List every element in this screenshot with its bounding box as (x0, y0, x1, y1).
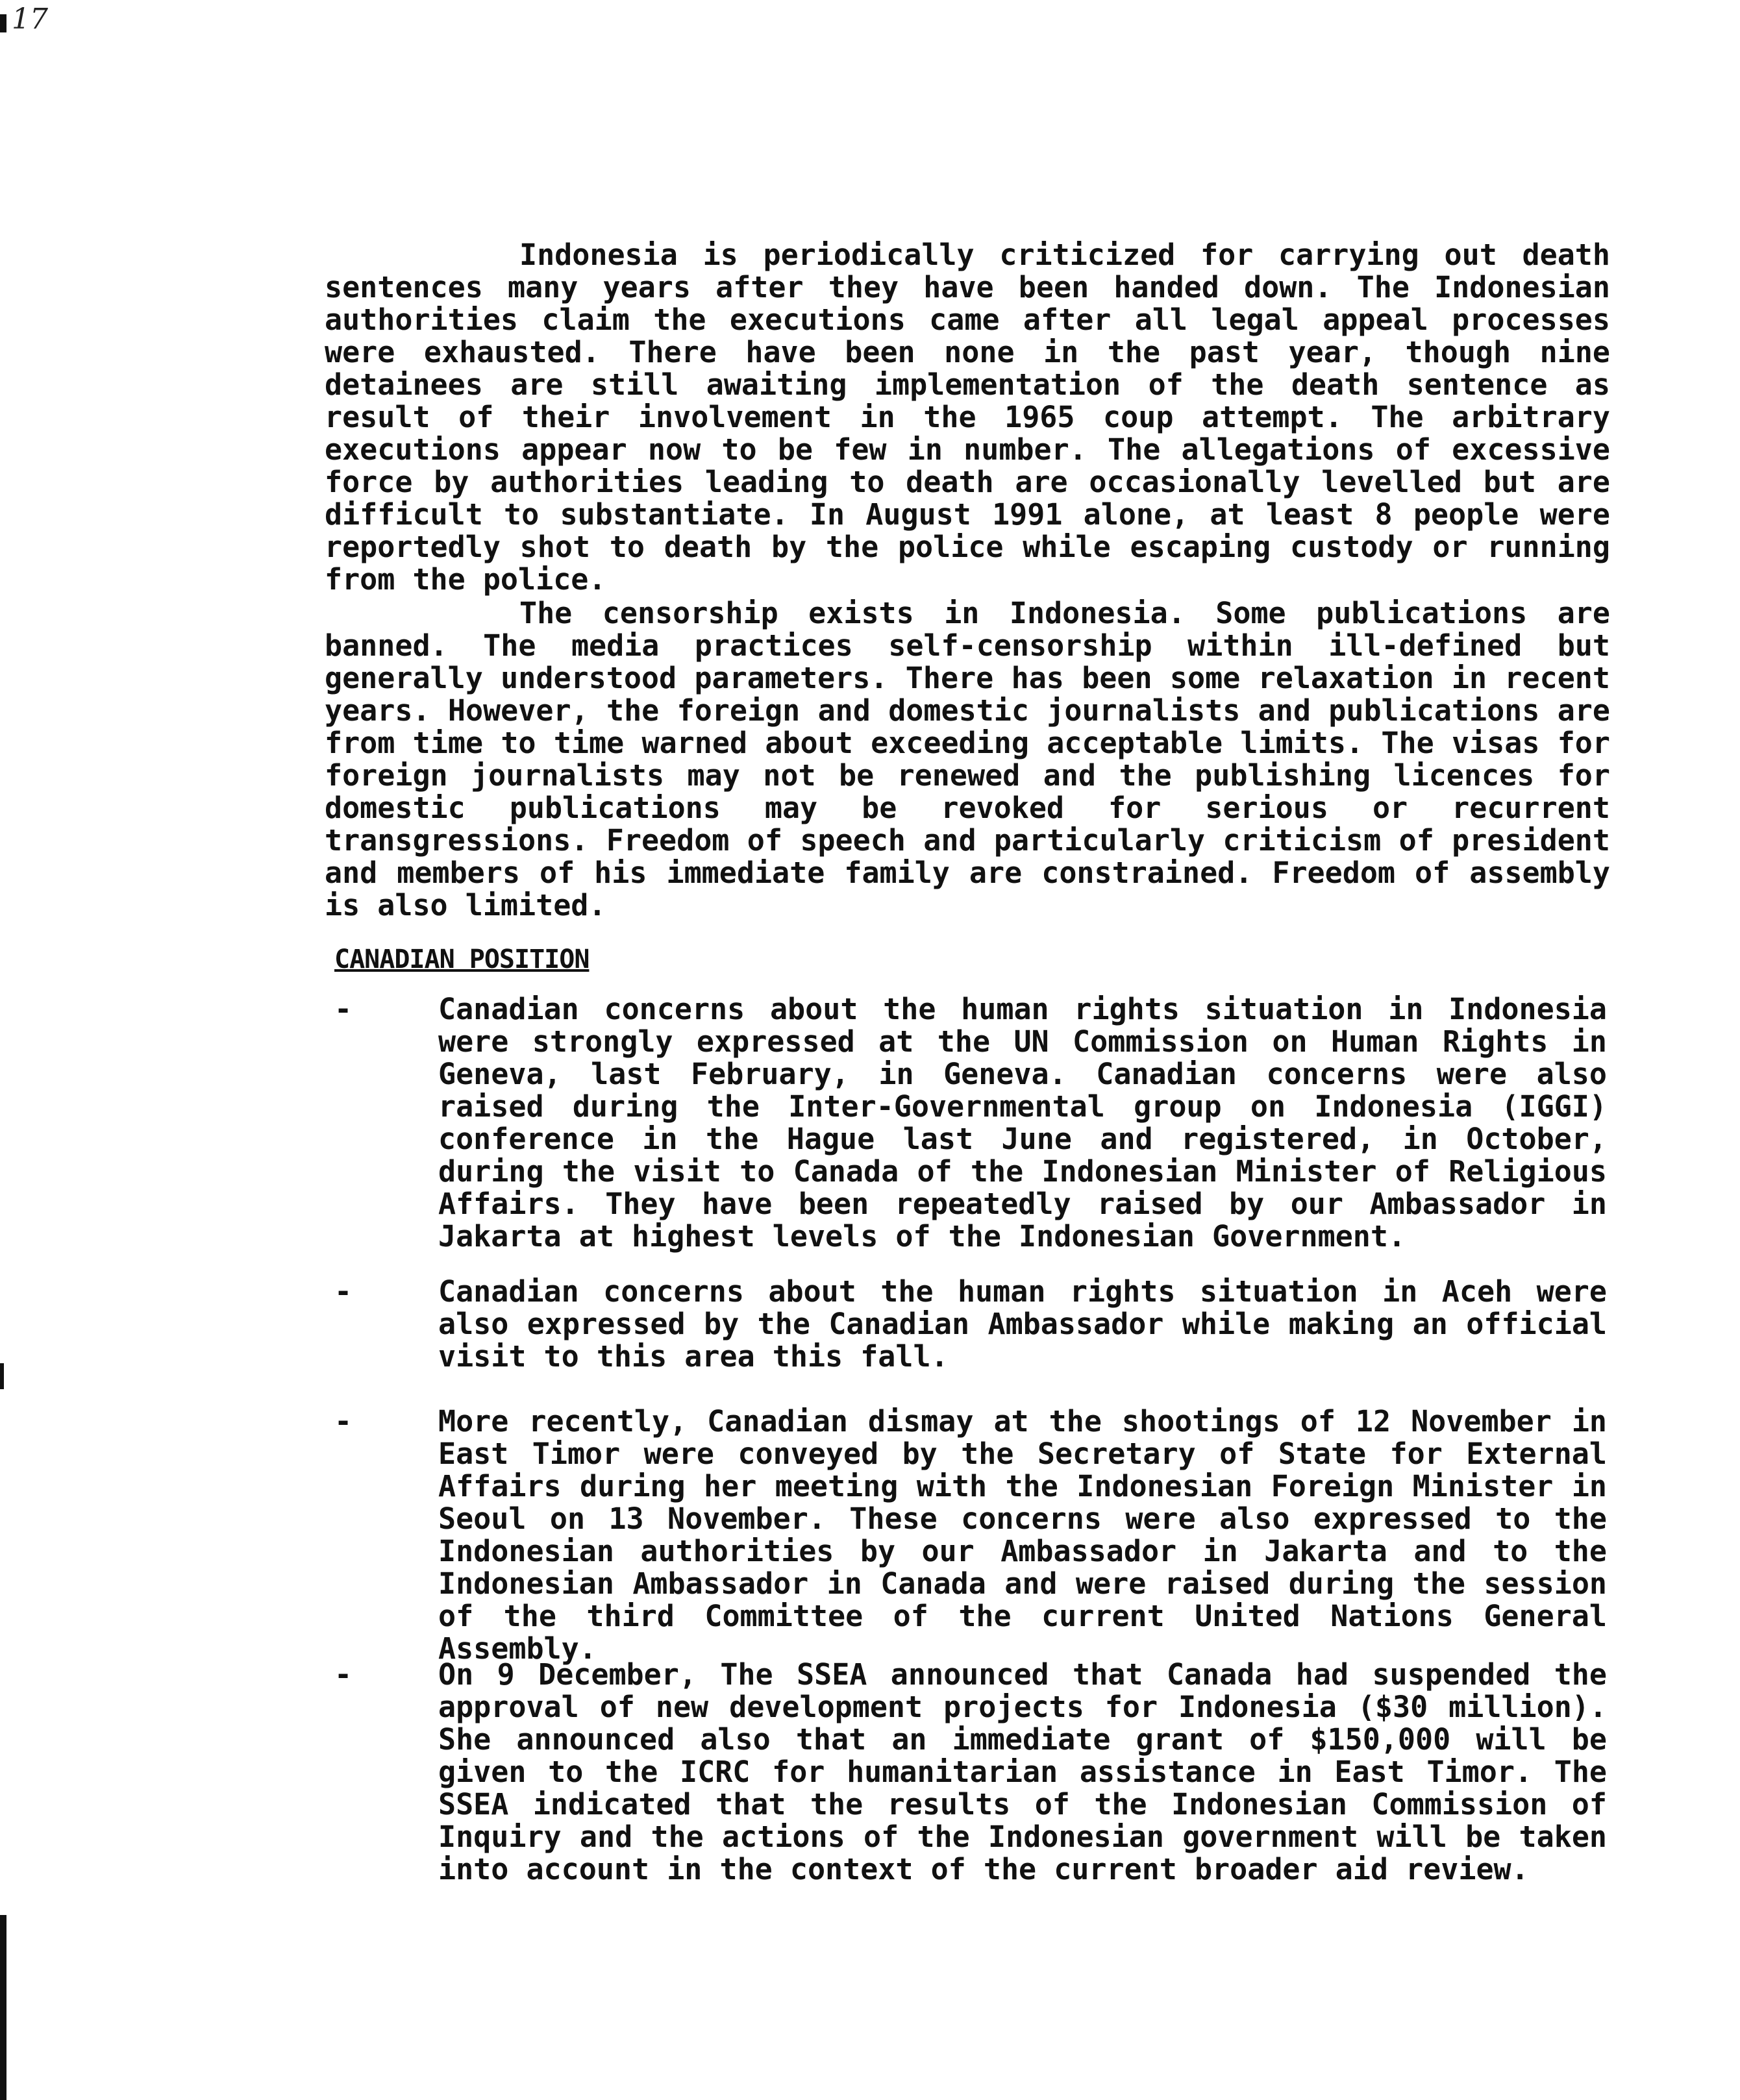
bullet-text: On 9 December, The SSEA announced that Canada had suspended the approval of new development projects for Indonesia ($30 million). She announced also that an immediate grant of $150,000 will be given to the ICRC for humanitarian assistance in East Timor. The SSEA indicated that the results of the Indonesian Commission of Inquiry and the actions of the Indonesian government will be taken into account in the context of the current broader aid review. (438, 1657, 1607, 1886)
bullet-dash: - (334, 1404, 353, 1439)
bullet-text: Canadian concerns about the human rights situation in Indonesia were strongly expressed at the UN Commission on Human Rights in Geneva, last February, in Geneva. Canadian concerns were also raised during the Inter-Governmental group on Indonesia (IGGI) conference in the Hague last June and registered, in October, during the visit to Canada of the Indonesian Minister of Religious Affairs. They have been repeatedly raised by our Ambassador in Jakarta at highest levels of the Indonesian Government. (438, 992, 1607, 1254)
bullet-dash: - (334, 1657, 353, 1692)
bullet-text: More recently, Canadian dismay at the shootings of 12 November in East Timor were conveyed by the Secretary of State for External Affairs during her meeting with the Indonesian Foreign Minister in Seoul on 13 November. These concerns were also expressed to the Indonesian authorities by our Ambassador in Jakarta and to the Indonesian Ambassador in Canada and were raised during the session of the third Committee of the current United Nations General Assembly. (438, 1404, 1607, 1666)
section-heading: CANADIAN POSITION (334, 945, 590, 974)
bullet-dash: - (334, 1274, 353, 1309)
paragraph-censorship: The censorship exists in Indonesia. Some publications are banned. The media practices self-censorship within ill-defined but generally understood parameters. There has been some relaxation in recent years. However, the foreign and domestic journalists and publications are from time to time warned about exceeding acceptable limits. The visas for foreign journalists may not be renewed and the publishing licences for domestic publications may be revoked for serious or recurrent transgressions. Freedom of speech and particularly criticism of president and members of his immediate family are constrained. Freedom of assembly is also limited. (325, 596, 1610, 922)
scan-corner-mark (0, 14, 6, 32)
bullet-dash: - (334, 992, 353, 1026)
bullet-text: Canadian concerns about the human rights situation in Aceh were also expressed by the Canadian Ambassador while making an official visit to this area this fall. (438, 1274, 1607, 1374)
scan-edge-mark (0, 1915, 6, 2100)
paragraph-death-sentences: Indonesia is periodically criticized for carrying out death sentences many years after they have been handed down. The Indonesian authorities claim the executions came after all legal appeal processes were exhausted. There have been none in the past year, though nine detainees are still awaiting implementation of the death sentence as result of their involvement in the 1965 coup attempt. The arbitrary executions appear now to be few in number. The allegations of excessive force by authorities leading to death are occasionally levelled but are difficult to substantiate. In August 1991 alone, at least 8 people were reportedly shot to death by the police while escaping custody or running from the police. (325, 238, 1610, 597)
page-mark: 17 (12, 3, 48, 36)
scan-edge-mark (0, 1363, 4, 1389)
